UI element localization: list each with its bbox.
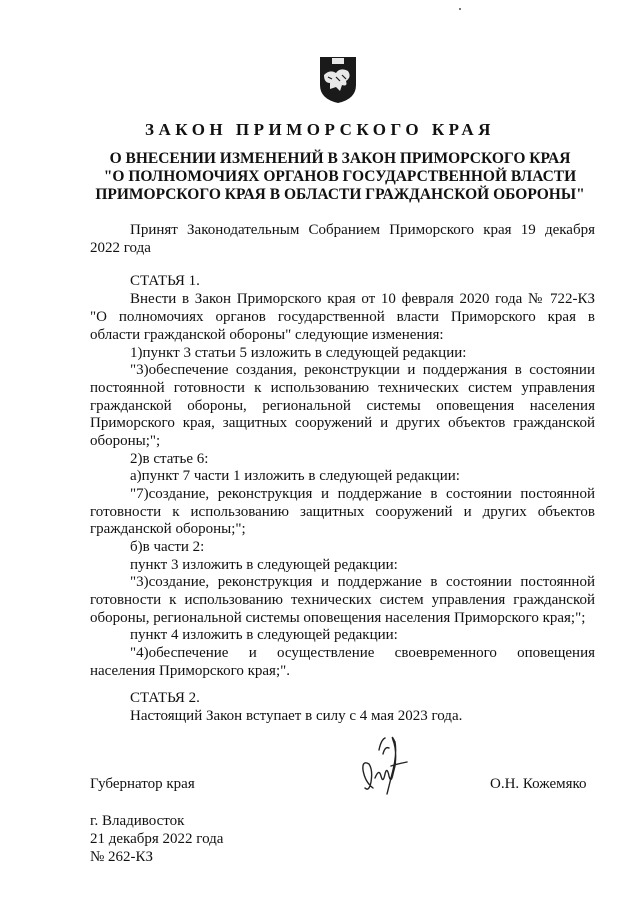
article-line: обороны, региональной системы оповещения населения Приморского края;"; (90, 610, 586, 626)
signatory-position: Губернатор края (90, 776, 195, 792)
footer-date: 21 декабря 2022 года (90, 831, 224, 847)
article-line: "3)обеспечение создания, реконструкции и поддержания в состоянии (130, 362, 595, 378)
article-heading: СТАТЬЯ 2. (130, 690, 200, 706)
signatory-name: О.Н. Кожемяко (490, 776, 587, 792)
handwritten-signature (335, 730, 425, 800)
article-line: "О полномочиях органов государственной власти Приморского края в (90, 309, 595, 325)
article-line: "4)обеспечение и осуществление своевременного оповещения (130, 645, 595, 661)
law-title: ЗАКОН ПРИМОРСКОГО КРАЯ (145, 120, 495, 139)
article-heading: СТАТЬЯ 1. (130, 273, 200, 289)
footer-city: г. Владивосток (90, 813, 185, 829)
document-footer (90, 812, 223, 866)
article-line: населения Приморского края;". (90, 663, 290, 679)
article-line: гражданской обороны, региональной системы оповещения населения (90, 398, 595, 414)
article-line: пункт 4 изложить в следующей редакции: (130, 627, 398, 643)
article-line: Настоящий Закон вступает в силу с 4 мая 2023 года. (130, 708, 463, 724)
scan-speck (459, 8, 461, 10)
article-line: 1)пункт 3 статьи 5 изложить в следующей редакции: (130, 345, 467, 361)
adopted-line: Принят Законодательным Собранием Приморского края 19 декабря (130, 222, 595, 238)
subtitle-line: ПРИМОРСКОГО КРАЯ В ОБЛАСТИ ГРАЖДАНСКОЙ ОБОРОНЫ" (95, 186, 585, 203)
article-line: б)в части 2: (130, 539, 205, 555)
coat-of-arms-icon (318, 55, 358, 105)
adopted-line: 2022 года (90, 240, 151, 256)
article-line: готовности к использованию защитных сооружений и других объектов (90, 504, 595, 520)
footer-number: № 262-КЗ (90, 849, 154, 865)
article-line: "7)создание, реконструкция и поддержание в состоянии постоянной (130, 486, 595, 502)
article-line: "3)создание, реконструкция и поддержание в состоянии постоянной (130, 574, 595, 590)
subtitle-line: О ВНЕСЕНИИ ИЗМЕНЕНИЙ В ЗАКОН ПРИМОРСКОГО КРАЯ (109, 150, 571, 167)
article-line: пункт 3 изложить в следующей редакции: (130, 557, 398, 573)
article-line: Внести в Закон Приморского края от 10 февраля 2020 года № 722-КЗ (130, 291, 595, 307)
article-line: а)пункт 7 части 1 изложить в следующей редакции: (130, 468, 460, 484)
subtitle-line: "О ПОЛНОМОЧИЯХ ОРГАНОВ ГОСУДАРСТВЕННОЙ ВЛАСТИ (103, 168, 577, 185)
article-line: готовности к использованию технических систем управления гражданской (90, 592, 595, 608)
article-line: постоянной готовности к использованию технических систем управления (90, 380, 595, 396)
article-line: области гражданской обороны" следующие изменения: (90, 327, 444, 343)
law-subtitle (80, 150, 600, 204)
article-line: гражданской обороны;"; (90, 521, 246, 537)
article-line: Приморского края, защитных сооружений и других объектов гражданской (90, 415, 595, 431)
article-line: обороны;"; (90, 433, 161, 449)
article-line: 2)в статье 6: (130, 451, 209, 467)
